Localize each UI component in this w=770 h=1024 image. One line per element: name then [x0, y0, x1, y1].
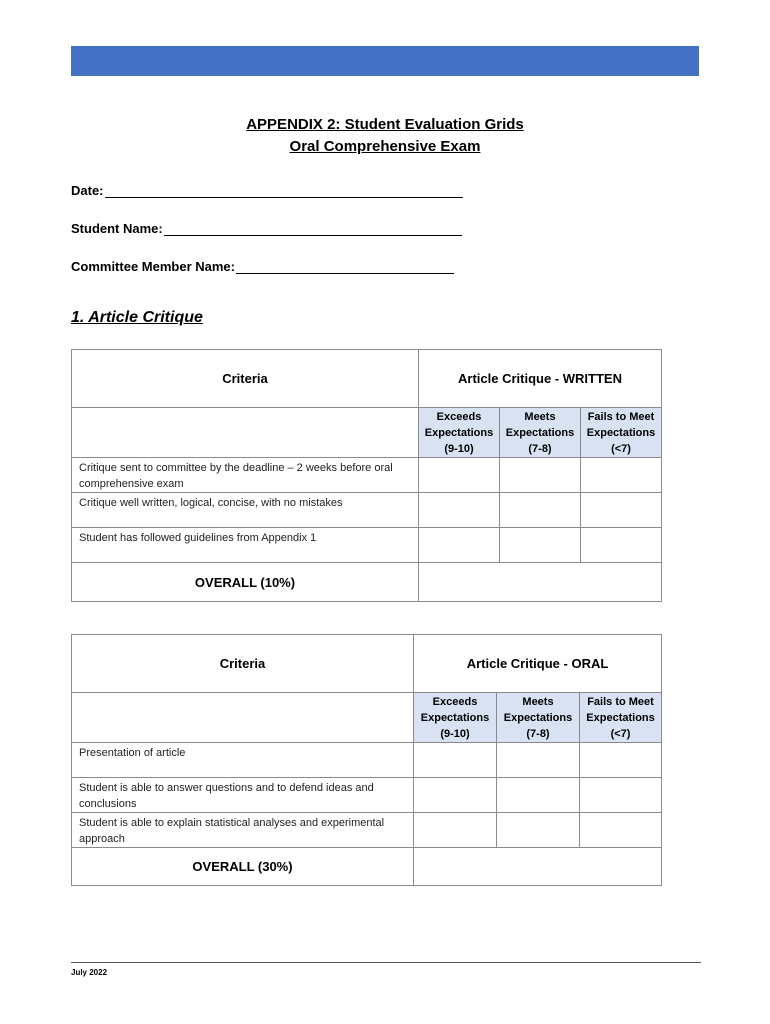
score-cell[interactable] [414, 813, 497, 848]
exceeds-expectations-header: Exceeds Expectations (9-10) [414, 693, 497, 743]
student-name-label: Student Name: [71, 221, 163, 236]
criterion-text: Student is able to explain statistical analyses and experimental approach [72, 813, 414, 848]
score-cell[interactable] [414, 778, 497, 813]
score-cell[interactable] [580, 778, 662, 813]
score-cell[interactable] [580, 813, 662, 848]
criterion-text: Presentation of article [72, 743, 414, 778]
footer-divider [71, 962, 701, 963]
student-name-field [71, 218, 462, 236]
overall-label: OVERALL (30%) [72, 848, 414, 886]
score-cell[interactable] [497, 778, 580, 813]
committee-member-line[interactable] [236, 259, 454, 274]
criterion-text: Student has followed guidelines from Appendix 1 [72, 528, 419, 563]
committee-member-field [71, 256, 454, 274]
date-label: Date: [71, 183, 104, 198]
date-line[interactable] [105, 183, 463, 198]
section-heading: 1. Article Critique [71, 309, 203, 326]
exceeds-expectations-header: Exceeds Expectations (9-10) [419, 408, 500, 458]
score-cell[interactable] [580, 743, 662, 778]
table-row [72, 493, 662, 528]
criterion-text: Student is able to answer questions and to defend ideas and conclusions [72, 778, 414, 813]
meets-expectations-header: Meets Expectations (7-8) [500, 408, 581, 458]
header-banner [71, 46, 699, 76]
criterion-text: Critique well written, logical, concise, with no mistakes [72, 493, 419, 528]
fails-expectations-header: Fails to Meet Expectations (<7) [580, 693, 662, 743]
oral-section-header: Article Critique - ORAL [414, 635, 662, 693]
criteria-header: Criteria [72, 350, 419, 408]
fails-expectations-header: Fails to Meet Expectations (<7) [581, 408, 662, 458]
score-cell[interactable] [419, 528, 500, 563]
page-title: APPENDIX 2: Student Evaluation Grids [246, 116, 524, 133]
score-cell[interactable] [414, 743, 497, 778]
score-cell[interactable] [500, 528, 581, 563]
date-field [71, 180, 463, 198]
written-section-header: Article Critique - WRITTEN [419, 350, 662, 408]
score-cell[interactable] [581, 493, 662, 528]
table-row [72, 528, 662, 563]
score-cell[interactable] [581, 458, 662, 493]
score-cell[interactable] [419, 458, 500, 493]
table-row [72, 743, 662, 778]
page-subtitle: Oral Comprehensive Exam [289, 138, 481, 155]
overall-score-cell[interactable] [414, 848, 662, 886]
score-cell[interactable] [497, 743, 580, 778]
criteria-blank-cell [72, 693, 414, 743]
committee-member-label: Committee Member Name: [71, 259, 235, 274]
footer-date: July 2022 [71, 968, 108, 977]
score-cell[interactable] [419, 493, 500, 528]
criterion-text: Critique sent to committee by the deadline – 2 weeks before oral comprehensive exam [72, 458, 419, 493]
table-row [72, 778, 662, 813]
written-evaluation-table [71, 349, 662, 602]
score-cell[interactable] [497, 813, 580, 848]
criteria-blank-cell [72, 408, 419, 458]
oral-evaluation-table [71, 634, 662, 886]
overall-score-cell[interactable] [419, 563, 662, 602]
overall-label: OVERALL (10%) [72, 563, 419, 602]
meets-expectations-header: Meets Expectations (7-8) [497, 693, 580, 743]
criteria-header: Criteria [72, 635, 414, 693]
student-name-line[interactable] [164, 221, 462, 236]
score-cell[interactable] [500, 493, 581, 528]
title-block [0, 114, 770, 158]
table-row [72, 813, 662, 848]
score-cell[interactable] [581, 528, 662, 563]
table-row [72, 458, 662, 493]
score-cell[interactable] [500, 458, 581, 493]
